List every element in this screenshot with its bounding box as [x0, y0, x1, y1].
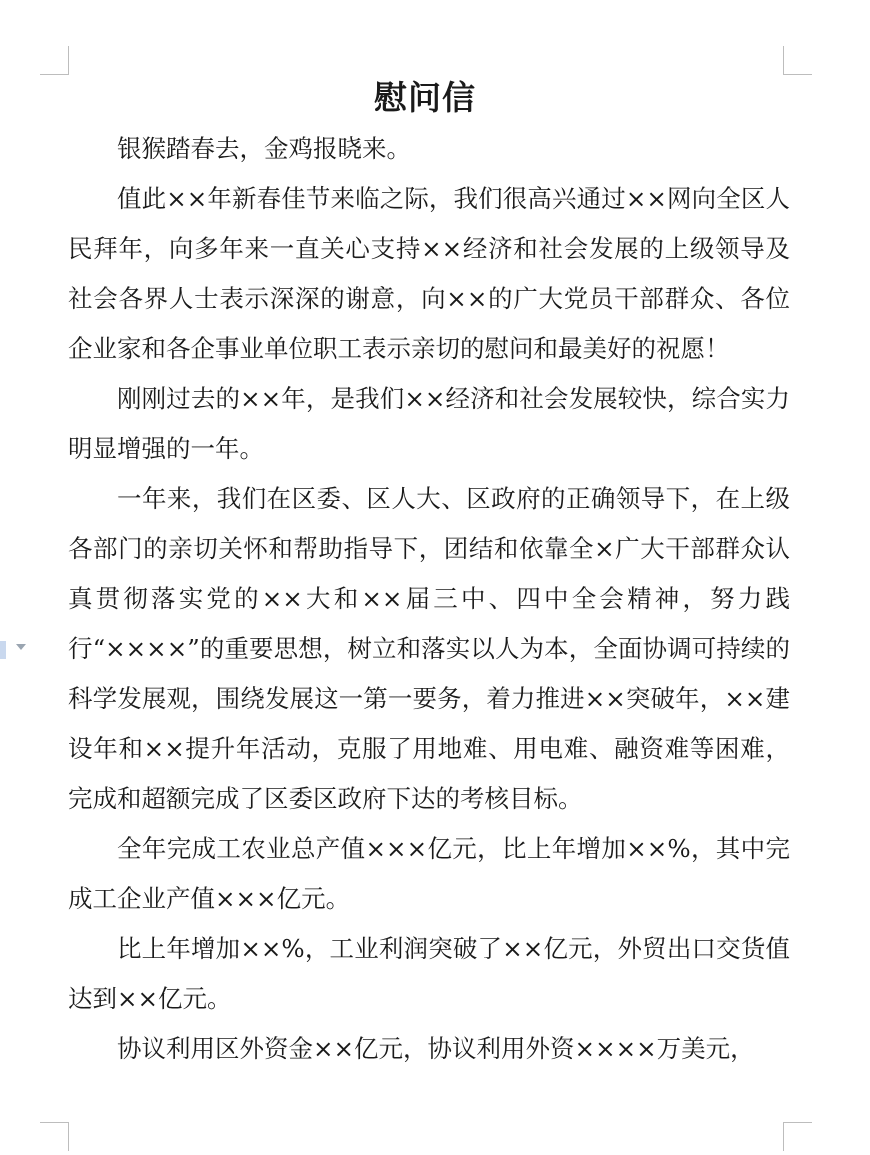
paragraph: 比上年增加××%，工业利润突破了××亿元，外贸出口交货值达到××亿元。: [68, 934, 790, 1013]
crop-mark-top-left: [40, 46, 69, 75]
paragraph: 全年完成工农业总产值×××亿元，比上年增加××%，其中完成工企业产值×××亿元。: [68, 834, 790, 913]
paragraph: 银猴踏春去，金鸡报晓来。: [117, 134, 411, 163]
paragraph: 协议利用区外资金××亿元，协议利用外资××××万美元，: [117, 1034, 755, 1063]
paragraph: 一年来，我们在区委、区人大、区政府的正确领导下，在上级各部门的亲切关怀和帮助指导下，团结和依靠全×广大干部群众认真贯彻落实党的××大和××届三中、四中全会精神，努力践行“××××”的重要思想，树立和落实以人为本，全面协调可持续的科学发展观，围绕发展这一第一要务，着力推进××突破年，××建设年和××提升年活动，克服了用地难、用电难、融资难等困难，完成和超额完成了区委区政府下达的考核目标。: [68, 484, 790, 813]
crop-mark-top-right: [783, 46, 812, 75]
paragraph: 刚刚过去的××年，是我们××经济和社会发展较快，综合实力明显增强的一年。: [68, 384, 790, 463]
crop-mark-bottom-right: [783, 1122, 812, 1151]
document-body[interactable]: [68, 124, 790, 1074]
chevron-down-icon[interactable]: [16, 644, 26, 650]
crop-mark-bottom-left: [40, 1122, 69, 1151]
navigation-pane-marker[interactable]: [0, 641, 6, 659]
document-title: 慰问信: [374, 78, 476, 117]
paragraph: 值此××年新春佳节来临之际，我们很高兴通过××网向全区人民拜年，向多年来一直关心支持××经济和社会发展的上级领导及社会各界人士表示深深的谢意，向××的广大党员干部群众、各位企业家和各企事业单位职工表示亲切的慰问和最美好的祝愿！: [68, 184, 790, 363]
